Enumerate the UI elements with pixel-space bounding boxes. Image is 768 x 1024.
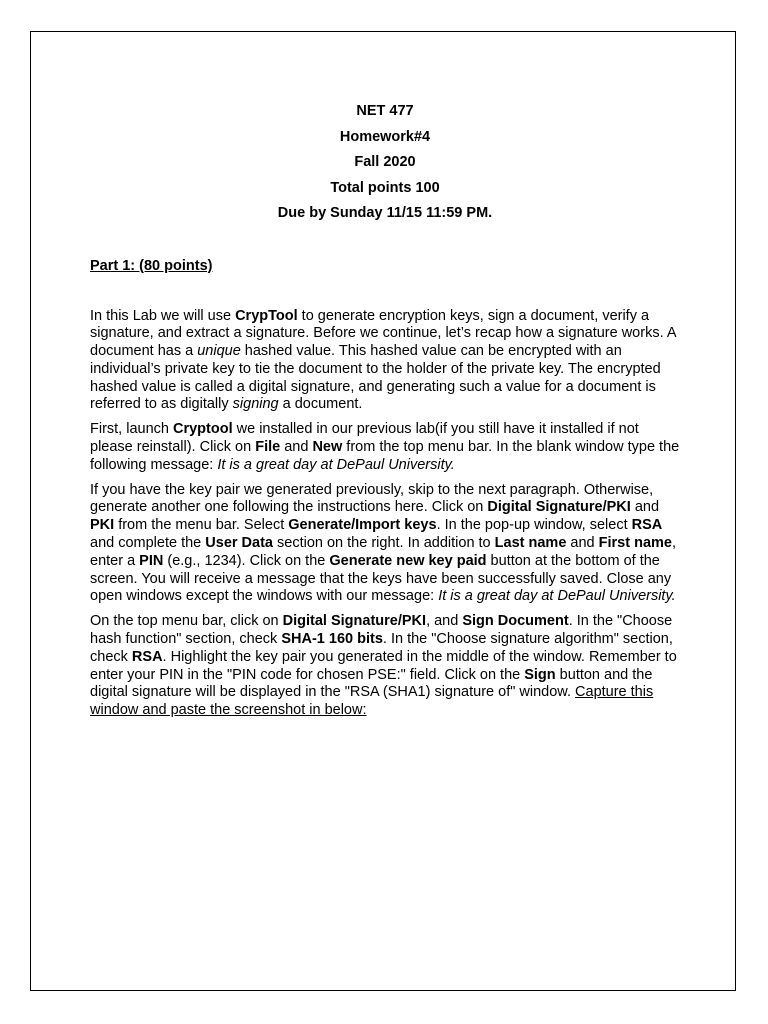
sign-document-paragraph-segment-normal: . In the "Choose signature algorithm" section, check bbox=[90, 631, 673, 665]
sign-document-paragraph-segment-normal: . In the "Choose hash function" section, check bbox=[90, 613, 673, 648]
assignment-title: Homework#4 bbox=[339, 128, 431, 145]
key-pair-paragraph-segment-normal: . In the pop-up window, select bbox=[436, 517, 632, 534]
key-pair-paragraph-segment-bold: PIN bbox=[139, 552, 164, 569]
key-pair-paragraph-segment-normal: (e.g., 1234). Click on the bbox=[163, 552, 330, 569]
key-pair-paragraph-segment-bold: Generate/Import keys bbox=[288, 517, 437, 534]
launch-paragraph-segment-italic: It is a great day at DePaul University. bbox=[217, 456, 455, 473]
intro-paragraph bbox=[90, 308, 680, 415]
sign-document-paragraph-segment-normal: On the top menu bar, click on bbox=[90, 613, 283, 630]
page-content bbox=[90, 99, 680, 720]
intro-paragraph-segment-italic: signing bbox=[232, 396, 279, 413]
sign-document-paragraph-segment-bold: Sign Document bbox=[462, 613, 569, 630]
launch-paragraph-segment-bold: File bbox=[255, 439, 281, 456]
sign-document-paragraph-segment-normal: , and bbox=[426, 613, 463, 630]
sign-document-paragraph-segment-normal: . Highlight the key pair you generated in the middle of the window. Remember to enter your PIN in the "PIN code for chosen PSE:" field. Click on the bbox=[90, 648, 677, 683]
key-pair-paragraph-segment-bold: Digital Signature/PKI bbox=[487, 499, 631, 516]
launch-paragraph-segment-bold: New bbox=[312, 439, 343, 456]
key-pair-paragraph-segment-italic: It is a great day at DePaul University. bbox=[438, 588, 676, 605]
intro-paragraph-segment-italic: unique bbox=[197, 343, 241, 360]
key-pair-paragraph-segment-bold: PKI bbox=[90, 517, 115, 534]
intro-paragraph-segment-normal: to generate encryption keys, sign a document, verify a signature, and extract a signature. Before we continue, let’s recap how a signature works. A document has a bbox=[90, 307, 676, 360]
sign-document-paragraph bbox=[90, 613, 680, 720]
launch-paragraph-segment-normal: from the top menu bar. In the blank window type the following message: bbox=[90, 439, 680, 473]
launch-paragraph-segment-normal: we installed in our previous lab(if you still have it installed if not please reinstall). Click on bbox=[90, 421, 639, 456]
total-points: Total points 100 bbox=[330, 179, 440, 196]
key-pair-paragraph-segment-normal: and complete the bbox=[90, 535, 206, 552]
intro-paragraph-segment-bold: CrypTool bbox=[235, 307, 298, 324]
intro-paragraph-segment-normal: In this Lab we will use bbox=[90, 307, 236, 324]
intro-paragraph-segment-normal: hashed value. This hashed value can be encrypted with an individual’s private key to tie the document to the holder of the private key. The encrypted hashed value is called a digital signature, and generating such a value for a document is referred to as digitally bbox=[90, 343, 661, 413]
sign-document-paragraph-segment-bold: RSA bbox=[131, 648, 163, 665]
sign-document-paragraph-segment-bold: Sign bbox=[524, 666, 556, 683]
due-date: Due by Sunday 11/15 11:59 PM. bbox=[277, 205, 493, 221]
key-pair-paragraph-segment-normal: and bbox=[630, 499, 660, 516]
document-page bbox=[30, 31, 736, 991]
key-pair-paragraph-segment-normal: section on the right. In addition to bbox=[272, 535, 495, 552]
key-pair-paragraph-segment-bold: RSA bbox=[631, 517, 663, 534]
key-pair-paragraph-segment-normal: from the menu bar. Select bbox=[114, 517, 289, 534]
launch-paragraph-segment-normal: and bbox=[280, 439, 313, 456]
key-pair-paragraph-segment-normal: If you have the key pair we generated previously, skip to the next paragraph. Otherwise, generate another one following the instructions here. Click on bbox=[90, 481, 654, 516]
key-pair-paragraph-segment-normal: button at the bottom of the screen. You will receive a message that the keys have been successfully saved. Close any open windows except the windows with our message: bbox=[90, 552, 672, 605]
key-pair-paragraph-segment-normal: and bbox=[566, 535, 599, 552]
sign-document-paragraph-segment-bold: Digital Signature/PKI bbox=[282, 613, 427, 630]
document-header bbox=[90, 99, 680, 227]
term: Fall 2020 bbox=[354, 154, 416, 170]
launch-paragraph-segment-bold: Cryptool bbox=[173, 421, 233, 438]
key-pair-paragraph-segment-bold: Generate new key paid bbox=[329, 552, 487, 569]
sign-document-paragraph-segment-bold: SHA-1 160 bits bbox=[281, 631, 383, 648]
course-code: NET 477 bbox=[356, 103, 414, 119]
key-pair-paragraph-segment-normal: , enter a bbox=[90, 535, 677, 569]
part1-heading: Part 1: (80 points) bbox=[90, 257, 213, 274]
launch-paragraph bbox=[90, 421, 680, 474]
key-pair-paragraph-segment-bold: User Data bbox=[205, 535, 273, 552]
key-pair-paragraph-segment-bold: First name bbox=[598, 535, 672, 552]
sign-document-paragraph-segment-underline: Capture this window and paste the screenshot in below: bbox=[90, 684, 654, 719]
intro-paragraph-segment-normal: a document. bbox=[278, 396, 363, 413]
key-pair-paragraph-segment-bold: Last name bbox=[494, 535, 567, 552]
launch-paragraph-segment-normal: First, launch bbox=[90, 421, 173, 438]
sign-document-paragraph-segment-normal: button and the digital signature will be displayed in the "RSA (SHA1) signature of" window. bbox=[90, 666, 653, 701]
key-pair-paragraph bbox=[90, 482, 680, 607]
